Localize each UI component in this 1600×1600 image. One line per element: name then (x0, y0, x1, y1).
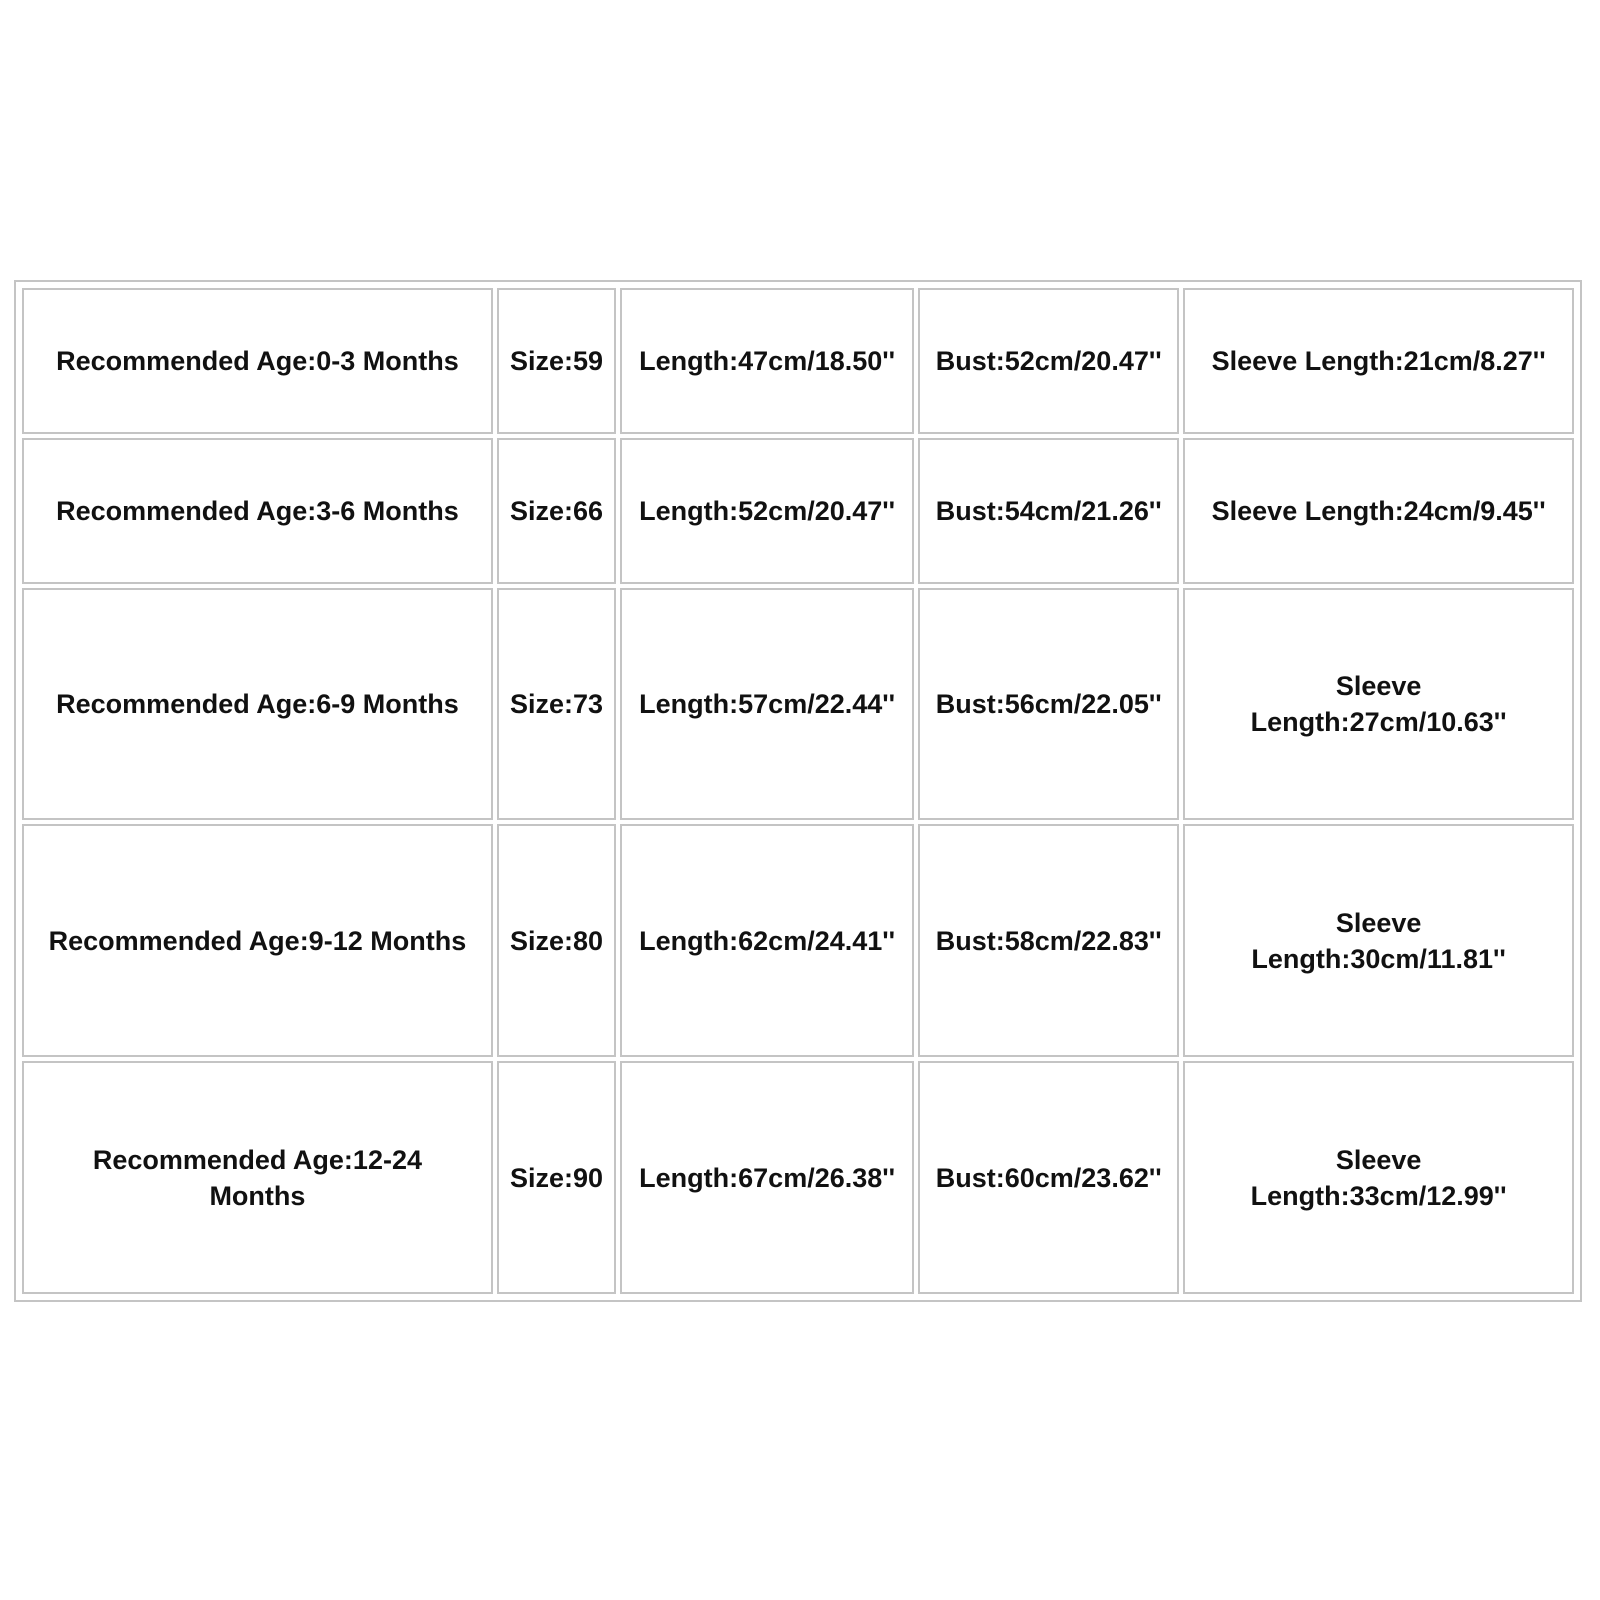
age-cell: Recommended Age:6-9 Months (22, 588, 493, 821)
bust-cell: Bust:52cm/20.47'' (918, 288, 1179, 434)
age-cell: Recommended Age:12-24 Months (22, 1061, 493, 1294)
size-cell: Size:90 (497, 1061, 616, 1294)
length-cell: Length:57cm/22.44'' (620, 588, 914, 821)
length-cell: Length:52cm/20.47'' (620, 438, 914, 584)
table-row (22, 824, 1574, 1057)
size-cell: Size:66 (497, 438, 616, 584)
length-cell: Length:67cm/26.38'' (620, 1061, 914, 1294)
size-chart-grid (18, 284, 1578, 1298)
length-cell: Length:47cm/18.50'' (620, 288, 914, 434)
length-cell: Length:62cm/24.41'' (620, 824, 914, 1057)
table-row (22, 588, 1574, 821)
age-cell: Recommended Age:9-12 Months (22, 824, 493, 1057)
size-chart-table (14, 280, 1582, 1302)
table-row (22, 1061, 1574, 1294)
sleeve-length-cell: Sleeve Length:24cm/9.45'' (1183, 438, 1574, 584)
age-cell: Recommended Age:3-6 Months (22, 438, 493, 584)
bust-cell: Bust:58cm/22.83'' (918, 824, 1179, 1057)
table-row (22, 288, 1574, 434)
age-cell: Recommended Age:0-3 Months (22, 288, 493, 434)
bust-cell: Bust:54cm/21.26'' (918, 438, 1179, 584)
size-cell: Size:73 (497, 588, 616, 821)
size-cell: Size:59 (497, 288, 616, 434)
sleeve-length-cell: Sleeve Length:33cm/12.99'' (1183, 1061, 1574, 1294)
bust-cell: Bust:56cm/22.05'' (918, 588, 1179, 821)
size-cell: Size:80 (497, 824, 616, 1057)
bust-cell: Bust:60cm/23.62'' (918, 1061, 1179, 1294)
table-row (22, 438, 1574, 584)
sleeve-length-cell: Sleeve Length:30cm/11.81'' (1183, 824, 1574, 1057)
sleeve-length-cell: Sleeve Length:21cm/8.27'' (1183, 288, 1574, 434)
sleeve-length-cell: Sleeve Length:27cm/10.63'' (1183, 588, 1574, 821)
